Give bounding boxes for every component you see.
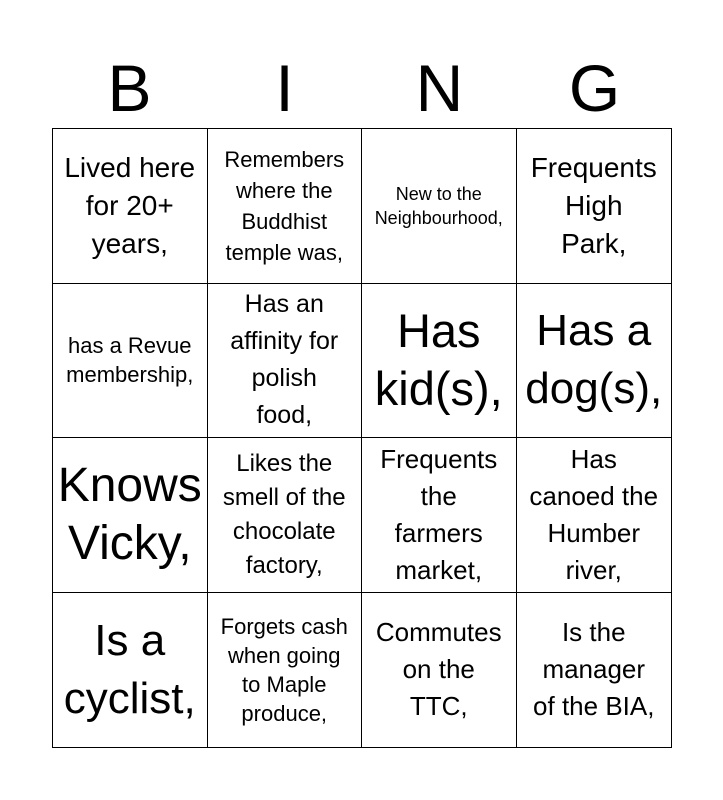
cell-text: has a Revue membership, — [66, 333, 194, 388]
bingo-cell-r4c3[interactable] — [362, 593, 517, 748]
cell-text: Is a cyclist, — [63, 615, 196, 723]
cell-text: Has a dog(s), — [525, 306, 663, 414]
cell-text: Has canoed the Humber river, — [529, 443, 659, 585]
bingo-cell-r3c1[interactable] — [53, 438, 208, 593]
bingo-cell-r1c3[interactable] — [362, 129, 517, 284]
bingo-cell-r1c4[interactable] — [517, 129, 672, 284]
bingo-cell-r1c1[interactable] — [53, 129, 208, 284]
bingo-cell-r2c2[interactable] — [208, 284, 363, 439]
bingo-board — [52, 128, 672, 748]
cell-text: Likes the smell of the chocolate factory, — [222, 449, 346, 579]
bingo-cell-r1c2[interactable] — [208, 129, 363, 284]
header-letter-n: N — [415, 51, 464, 125]
bingo-cell-r2c3[interactable] — [362, 284, 517, 439]
cell-text: Knows Vicky, — [57, 458, 202, 570]
bingo-cell-r4c1[interactable] — [53, 593, 208, 748]
bingo-cell-r3c4[interactable] — [517, 438, 672, 593]
cell-text: Is the manager of the BIA, — [533, 617, 655, 722]
cell-text: Frequents High Park, — [530, 151, 657, 259]
bingo-cell-r3c2[interactable] — [208, 438, 363, 593]
cell-text: Has kid(s), — [374, 304, 503, 416]
cell-text: Remembers where the Buddhist temple was, — [224, 146, 345, 265]
bingo-cell-r2c4[interactable] — [517, 284, 672, 439]
bingo-cell-r3c3[interactable] — [362, 438, 517, 593]
cell-text: Has an affinity for polish food, — [230, 290, 339, 430]
cell-text: Commutes on the TTC, — [375, 617, 502, 722]
header-letter-g: G — [568, 51, 621, 125]
cell-text: Lived here for 20+ years, — [64, 151, 196, 259]
cell-text: Frequents the farmers market, — [380, 443, 498, 585]
bingo-cell-r4c2[interactable] — [208, 593, 363, 748]
header-letter-i: I — [275, 51, 294, 125]
cell-text: New to the Neighbourhood, — [374, 183, 503, 228]
bingo-cell-r2c1[interactable] — [53, 284, 208, 439]
bingo-cell-r4c4[interactable] — [517, 593, 672, 748]
bingo-header — [52, 48, 672, 128]
header-letter-b: B — [107, 51, 152, 125]
cell-text: Forgets cash when going to Maple produce, — [220, 613, 348, 726]
